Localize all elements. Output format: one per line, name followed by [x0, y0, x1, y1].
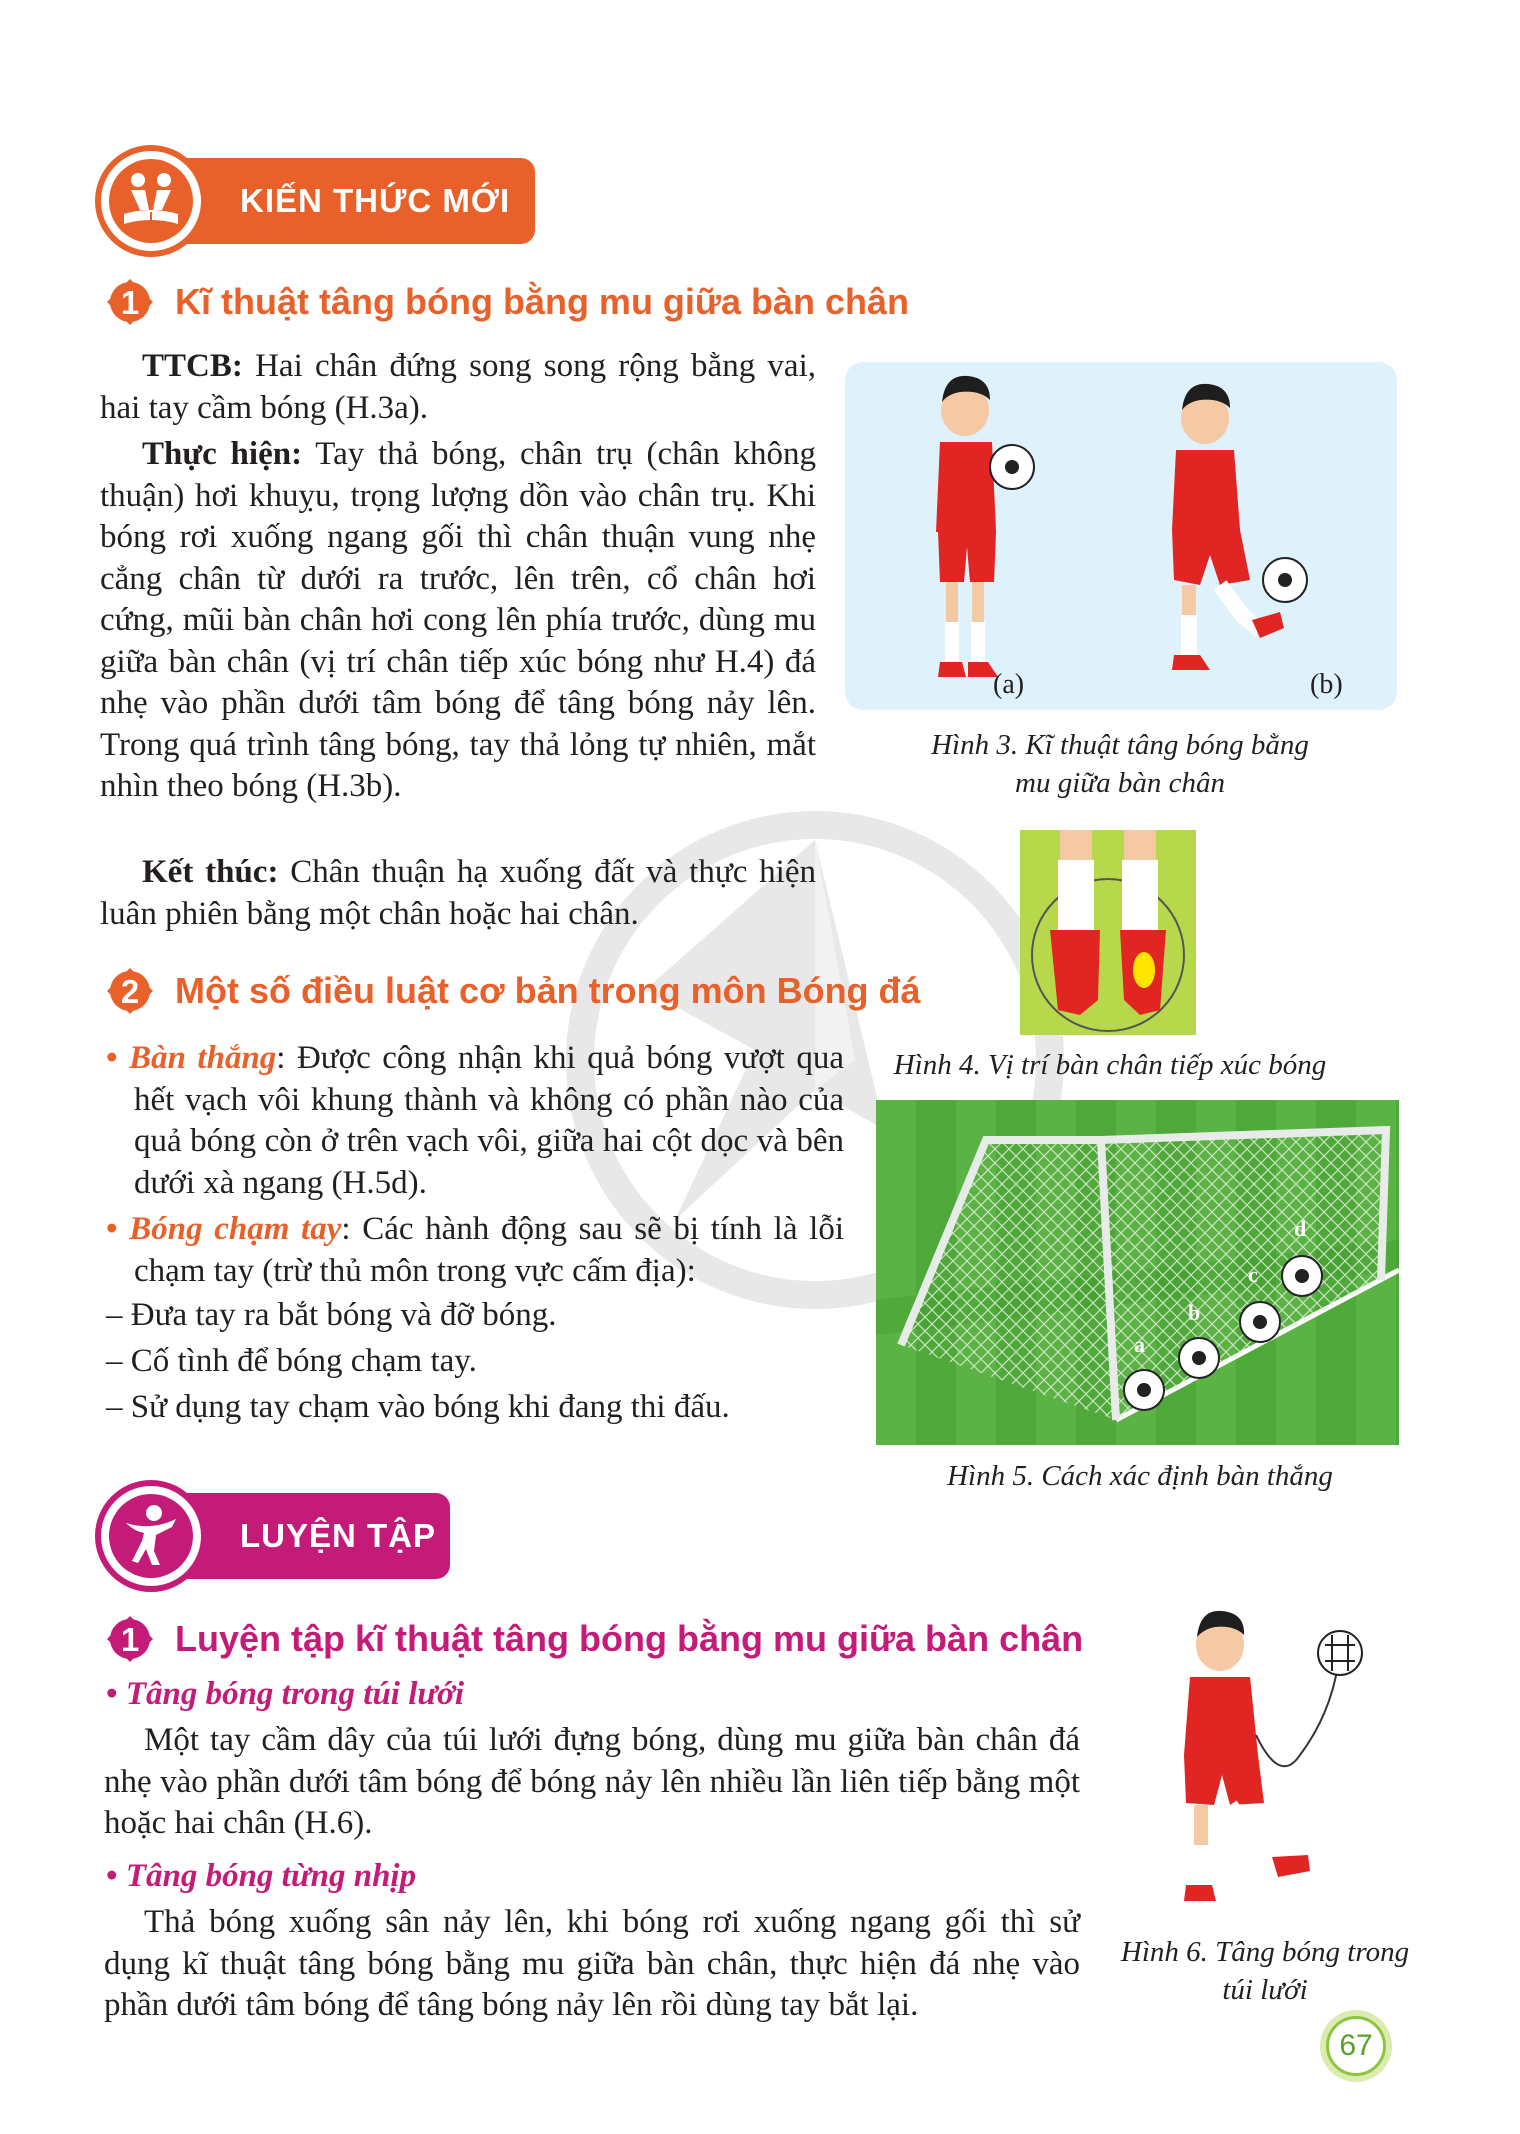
- bullet-goal: [106, 1038, 844, 1204]
- ball-a: [1124, 1370, 1164, 1410]
- player-holding-ball: [936, 376, 1034, 677]
- figure-3-illustration: [845, 362, 1397, 710]
- number-badge: 1: [105, 277, 155, 327]
- ttcb-text: Hai chân đứng song song rộng bằng vai, hai tay cầm bóng (H.3a).: [100, 348, 816, 426]
- bullet-handball: [106, 1209, 844, 1292]
- heading-technique-title: Kĩ thuật tâng bóng bằng mu giữa bàn chân: [175, 281, 910, 322]
- banner-title: KIẾN THỨC MỚI: [240, 182, 511, 219]
- figure-3-label-b: (b): [1310, 669, 1343, 700]
- number-badge: 2: [105, 966, 155, 1016]
- figure-6-caption-line2: túi lưới: [1222, 1974, 1308, 2006]
- heading-practice-title: Luyện tập kĩ thuật tâng bóng bằng mu giữa bàn chân: [175, 1618, 1084, 1659]
- bullet-dot: •: [106, 1211, 130, 1247]
- practice-sub2-text: Thả bóng xuống sân nảy lên, khi bóng rơi xuống ngang gối thì sử dụng kĩ thuật tâng bóng bằng mu giữa bàn chân, thực hiện đá nhẹ vào phần dưới tâm bóng để tâng bóng nảy lên rồi dùng tay bắt lại.: [104, 1904, 1080, 2023]
- ball-label-b: b: [1188, 1300, 1201, 1325]
- figure-3-caption-line1: Hình 3. Kĩ thuật tâng bóng bằng: [931, 729, 1309, 761]
- practice-sub1-text: Một tay cầm dây của túi lưới đựng bóng, dùng mu giữa bàn chân đá nhẹ vào phần dưới tâm bóng để bóng nảy lên nhiều lần liên tiếp bằng một hoặc hai chân (H.6).: [104, 1722, 1080, 1841]
- ball-label-c: c: [1248, 1262, 1258, 1287]
- ttcb-paragraph: [100, 346, 816, 429]
- thuchien-label: Thực hiện:: [142, 436, 303, 472]
- figure-5-illustration: [876, 1100, 1399, 1445]
- bullet-goal-text: : Được công nhận khi quả bóng vượt qua hết vạch vôi khung thành và không có phần nào của quả bóng còn ở trên vạch vôi, giữa hai cột dọc và bên dưới xà ngang (H.5d).: [134, 1040, 844, 1201]
- dash-item-1: – Đưa tay ra bắt bóng và đỡ bóng.: [106, 1297, 557, 1333]
- ball-c: [1240, 1302, 1280, 1342]
- practice-sub1: • Tâng bóng trong túi lưới: [106, 1676, 465, 1712]
- ketthuc-paragraph: [100, 852, 816, 935]
- figure-3-label-a: (a): [993, 669, 1025, 700]
- athlete-icon: [116, 1501, 186, 1571]
- ketthuc-label: Kết thúc:: [142, 854, 279, 890]
- heading-rules: [105, 966, 921, 1016]
- practice-sub2: • Tâng bóng từng nhịp: [106, 1858, 417, 1894]
- ttcb-label: TTCB:: [142, 348, 243, 384]
- figure-6-panel: [1160, 1605, 1390, 1930]
- thuchien-text: Tay thả bóng, chân trụ (chân không thuận) hơi khuỵu, trọng lượng dồn vào chân trụ. Khi bóng rơi xuống ngang gối thì chân thuận vung nhẹ cẳng chân từ dưới ra trước, lên trên, cổ chân hơi cứng, mũi bàn chân hơi cong lên phía trước, dùng mu giữa bàn chân (vị trí chân tiếp xúc bóng như H.4) đá nhẹ vào phần dưới tâm bóng để tâng bóng nảy lên. Trong quá trình tâng bóng, tay thả lỏng tự nhiên, mắt nhìn theo bóng (H.3b).: [100, 436, 816, 804]
- player-kicking-ball: [1172, 384, 1307, 670]
- figure-6-illustration: [1160, 1605, 1390, 1930]
- figure-4-caption: Hình 4. Vị trí bàn chân tiếp xúc bóng: [893, 1049, 1327, 1081]
- figure-3-caption-line2: mu giữa bàn chân: [1015, 767, 1225, 799]
- page-number: 67: [1339, 2029, 1373, 2062]
- number-badge: 1: [105, 1614, 155, 1664]
- heading-rules-title: Một số điều luật cơ bản trong môn Bóng đá: [175, 970, 921, 1011]
- dash-item-2: – Cố tình để bóng chạm tay.: [106, 1343, 477, 1379]
- figure-6-caption-line1: Hình 6. Tâng bóng trong: [1120, 1936, 1410, 1968]
- banner-icon-ring: [95, 145, 207, 257]
- heading-practice: [105, 1614, 1083, 1664]
- ball-label-a: a: [1134, 1332, 1145, 1357]
- figure-5-caption: Hình 5. Cách xác định bàn thắng: [947, 1460, 1333, 1492]
- ball-b: [1179, 1338, 1219, 1378]
- ketthuc-text: Chân thuận hạ xuống đất và thực hiện luân phiên bằng một chân hoặc hai chân.: [100, 854, 816, 932]
- banner-title: LUYỆN TẬP: [240, 1517, 437, 1554]
- section-banner-practice: [105, 1493, 450, 1579]
- figure-3-panel: [845, 362, 1397, 710]
- practice-sub2-title: Tâng bóng từng nhịp: [125, 1858, 417, 1894]
- practice-sub1-title: Tâng bóng trong túi lưới: [125, 1676, 465, 1712]
- books-and-readers-icon: [116, 166, 186, 236]
- bullet-dot: •: [106, 1040, 130, 1076]
- section-banner-new-knowledge: [105, 158, 535, 244]
- banner-icon-ring: [95, 1480, 207, 1592]
- ball-label-d: d: [1294, 1216, 1307, 1241]
- figure-6-caption: [1100, 1933, 1430, 2009]
- figure-5-panel: [876, 1100, 1399, 1445]
- ball-d: [1282, 1256, 1322, 1296]
- figure-4-panel: [1020, 830, 1196, 1035]
- bullet-handball-text: : Các hành động sau sẽ bị tính là lỗi chạm tay (trừ thủ môn trong vực cấm địa):: [134, 1211, 844, 1289]
- figure-4-illustration: [1020, 830, 1196, 1035]
- heading-technique: [105, 277, 909, 327]
- thuchien-paragraph: [100, 434, 816, 808]
- figure-3-caption: [855, 726, 1385, 802]
- bullet-goal-label: Bàn thắng: [129, 1040, 277, 1076]
- page-number-badge: [1320, 2010, 1392, 2082]
- dash-item-3: – Sử dụng tay chạm vào bóng khi đang thi đấu.: [106, 1389, 730, 1425]
- bullet-handball-label: Bóng chạm tay: [129, 1211, 342, 1247]
